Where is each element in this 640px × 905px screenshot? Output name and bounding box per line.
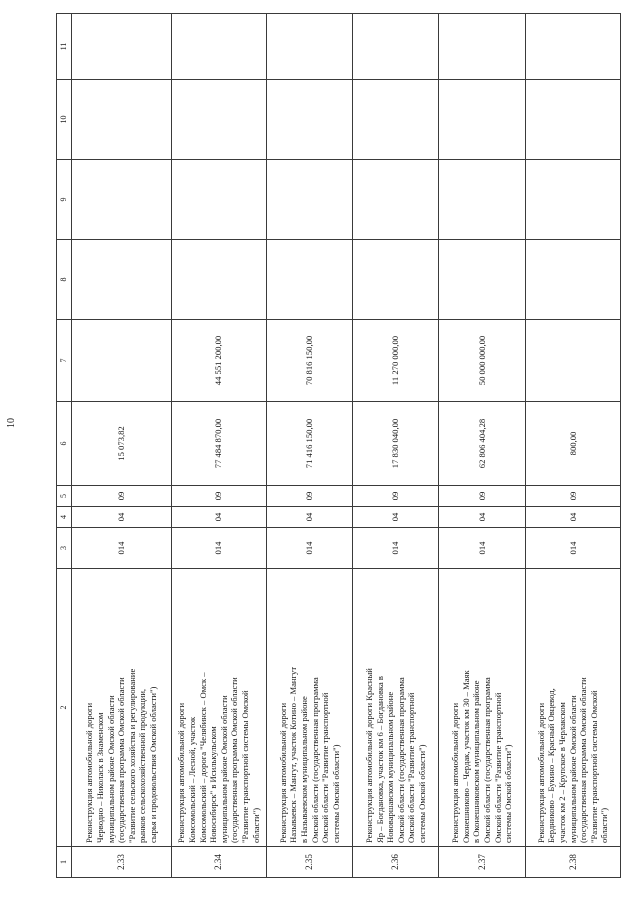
column-number: 2: [57, 569, 72, 847]
code-cell: 09: [439, 486, 525, 507]
description-line: (государственная программа Омской области: [116, 677, 127, 843]
description-line: муниципальном районе Омской области: [218, 695, 229, 843]
work-description: [171, 569, 266, 847]
code-cell: 04: [266, 507, 352, 528]
description-line: Реконструкция автомобильной дороги Красный: [364, 668, 374, 843]
description-line: системы Омской области"): [416, 744, 427, 843]
description-line: Реконструкция автомобильной дороги: [450, 702, 461, 843]
description-line: Новосибирск" в Исилькульском: [208, 726, 219, 843]
description-line: Омской области "Развитие транспортной: [492, 692, 503, 843]
work-description: [525, 569, 620, 847]
amount-cell: [171, 160, 266, 240]
table-row: [72, 14, 171, 878]
amount-cell: [439, 160, 525, 240]
amount-cell: [439, 80, 525, 160]
description-line: участок км 2 – Крупское в Черлакском: [556, 702, 567, 843]
column-number: 9: [57, 160, 72, 240]
description-line: области"): [250, 807, 261, 843]
column-number: 10: [57, 80, 72, 160]
description-line: Яр – Богдановка, участок км 6 – Богдановка в: [374, 676, 385, 843]
code-cell: 09: [171, 486, 266, 507]
code-cell: 04: [171, 507, 266, 528]
amount-cell: 44 551 200,00: [171, 320, 266, 402]
description-line: Называевск – Мангут, участок Котино – Мангут: [288, 666, 299, 843]
code-cell: 04: [439, 507, 525, 528]
amount-cell: [353, 240, 439, 320]
amount-cell: [439, 14, 525, 80]
code-cell: 014: [439, 528, 525, 569]
description-line: Комсомольский – Лесной, участок: [187, 716, 197, 843]
table-row: [266, 14, 352, 878]
code-cell: 09: [72, 486, 171, 507]
table-row: [171, 14, 266, 878]
page-number: 10: [6, 418, 17, 428]
description-line: Омской области (государственная программа: [309, 677, 320, 843]
code-cell: 014: [353, 528, 439, 569]
code-cell: 09: [353, 486, 439, 507]
amount-cell: 17 830 040,00: [353, 402, 439, 486]
description-line: муниципальном районе Омской области: [567, 695, 578, 843]
description-line: Омской области (государственная программа: [482, 677, 492, 843]
code-cell: 04: [72, 507, 171, 528]
column-number: 7: [57, 320, 72, 402]
amount-cell: [525, 14, 620, 80]
column-number: 1: [57, 847, 72, 878]
description-line: Бердниково – Букино – Красный Овцевод,: [546, 688, 557, 843]
row-number: 2.38: [525, 847, 620, 878]
description-line: Нововаршавском муниципальном районе: [385, 691, 396, 843]
table-row: [353, 14, 439, 878]
table-row: [525, 14, 620, 878]
column-number: 6: [57, 402, 72, 486]
description-line: "Развитие сельского хозяйства и регулирование: [126, 668, 137, 843]
description-line: Реконструкция автомобильной дороги: [84, 702, 95, 843]
row-number: 2.36: [353, 847, 439, 878]
code-cell: 014: [266, 528, 352, 569]
row-number: 2.35: [266, 847, 352, 878]
amount-cell: [266, 14, 352, 80]
description-line: Омской области (государственная программа: [395, 677, 406, 843]
amount-cell: [525, 320, 620, 402]
amount-cell: [72, 240, 171, 320]
description-line: (государственная программа Омской области: [578, 677, 589, 843]
amount-cell: 15 073,82: [72, 402, 171, 486]
amount-cell: [171, 14, 266, 80]
row-number: 2.34: [171, 847, 266, 878]
description-line: "Развитие транспортной системы Омской: [239, 690, 250, 843]
column-number: 8: [57, 240, 72, 320]
amount-cell: [72, 320, 171, 402]
description-line: Омской области "Развитие транспортной: [406, 692, 417, 843]
work-description: [439, 569, 525, 847]
description-line: Реконструкция автомобильной дороги: [277, 702, 288, 843]
description-line: Оконешниково – Чердак, участок км 30 – Маяк: [460, 670, 471, 843]
amount-cell: [72, 160, 171, 240]
code-cell: 014: [525, 528, 620, 569]
amount-cell: [266, 240, 352, 320]
amount-cell: 50 000 000,00: [439, 320, 525, 402]
code-cell: 014: [171, 528, 266, 569]
description-line: Реконструкция автомобильной дороги: [176, 702, 187, 843]
description-line: сырья и продовольствия Омской области"): [147, 686, 158, 843]
amount-cell: [353, 160, 439, 240]
amount-cell: [525, 160, 620, 240]
amount-cell: [353, 80, 439, 160]
row-number: 2.37: [439, 847, 525, 878]
amount-cell: 71 416 150,00: [266, 402, 352, 486]
column-number: 3: [57, 528, 72, 569]
amount-cell: [439, 240, 525, 320]
amount-cell: [72, 14, 171, 80]
description-line: системы Омской области"): [503, 744, 514, 843]
amount-cell: 11 270 000,00: [353, 320, 439, 402]
amount-cell: [525, 80, 620, 160]
description-line: Черводно – Николаск в Знаменском: [94, 712, 105, 843]
description-line: системы Омской области"): [330, 744, 341, 843]
code-cell: 04: [353, 507, 439, 528]
description-line: (государственная программа Омской области: [229, 677, 240, 843]
amount-cell: 70 816 150,00: [266, 320, 352, 402]
description-line: Комсомольский – дорога "Челябинск – Омск –: [197, 672, 208, 843]
description-line: в Называевском муниципальном районе: [298, 696, 309, 843]
description-line: "Развитие транспортной системы Омской: [588, 690, 599, 843]
amount-cell: 800,00: [525, 402, 620, 486]
work-description: [72, 569, 171, 847]
row-number: 2.33: [72, 847, 171, 878]
description-line: муниципальном районе Омской области: [105, 695, 116, 843]
code-cell: 014: [72, 528, 171, 569]
amount-cell: [353, 14, 439, 80]
description-line: Омской области "Развитие транспортной: [320, 692, 331, 843]
table-row: [439, 14, 525, 878]
work-description: [266, 569, 352, 847]
column-number: 11: [57, 14, 72, 80]
amount-cell: [171, 240, 266, 320]
description-line: в Оконешниковском муниципальном районе: [471, 680, 482, 843]
amount-cell: 62 806 404,28: [439, 402, 525, 486]
description-line: Реконструкция автомобильной дороги: [535, 702, 546, 843]
description-line: рынков сельскохозяйственной продукции,: [137, 688, 148, 843]
rotated-table-sheet: [56, 14, 621, 878]
amount-cell: [525, 240, 620, 320]
amount-cell: [72, 80, 171, 160]
budget-table: [56, 13, 621, 878]
code-cell: 09: [266, 486, 352, 507]
amount-cell: 77 484 870,00: [171, 402, 266, 486]
code-cell: 09: [525, 486, 620, 507]
column-number: 5: [57, 486, 72, 507]
amount-cell: [171, 80, 266, 160]
work-description: [353, 569, 439, 847]
code-cell: 04: [525, 507, 620, 528]
description-line: области"): [599, 807, 610, 843]
column-number-row: [57, 14, 72, 878]
column-number: 4: [57, 507, 72, 528]
amount-cell: [266, 80, 352, 160]
amount-cell: [266, 160, 352, 240]
